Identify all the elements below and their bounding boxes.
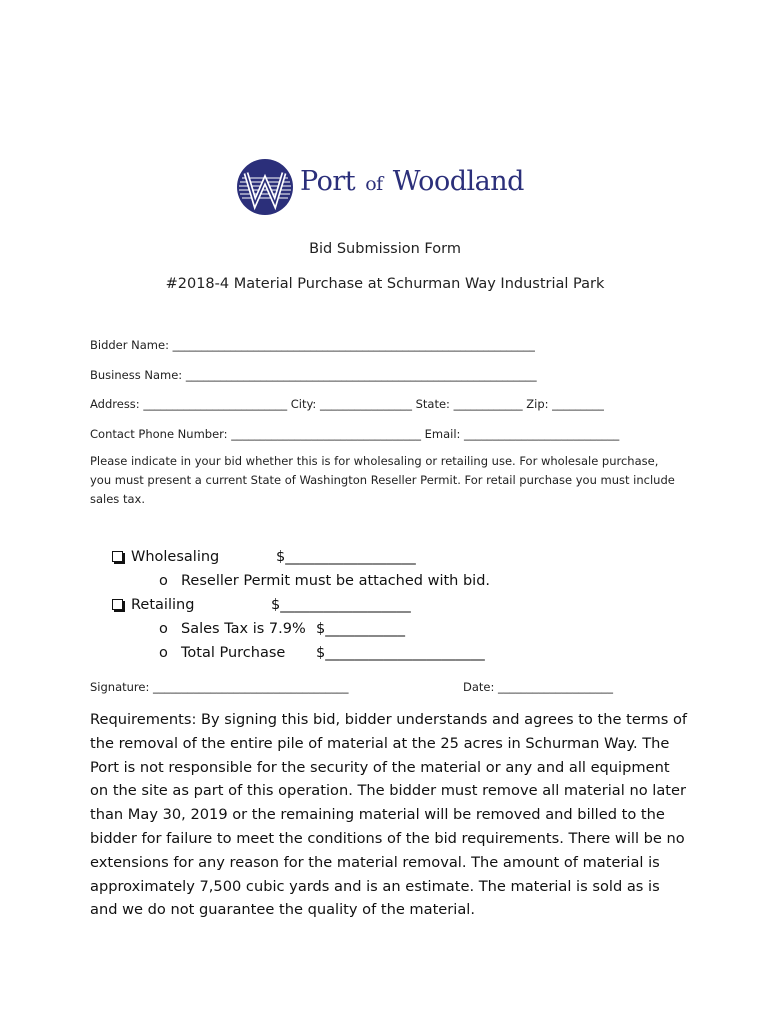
total-purchase-item [159,645,285,661]
signature-field[interactable]: Signature: __________________________________ [90,680,349,694]
bullet-icon: o [159,573,168,589]
retailing-checkbox[interactable] [112,599,123,610]
total-purchase-label: Total Purchase [181,645,286,661]
sales-tax-amount-field[interactable]: $___________ [316,621,405,637]
bullet-icon: o [159,621,168,637]
address-field[interactable]: Address: _________________________ City: ________________ State: ____________ Zip: _________ [90,397,604,411]
wholesaling-label: Wholesaling [131,549,220,565]
retailing-amount-field[interactable]: $__________________ [271,597,411,613]
bidder-name-field[interactable]: Bidder Name: _______________________________________________________________ [90,338,535,352]
requirements-paragraph: Requirements: By signing this bid, bidder understands and agrees to the terms of the removal of the entire pile of material at the 25 acres in Schurman Way. The Port is not responsible for the security of the material or any and all equipment on the site as part of this operation. The bidder must remove all material no later than May 30, 2019 or the remaining material will be removed and billed to the bidder for failure to meet the conditions of the bid requirements. There will be no extensions for any reason for the material removal. The amount of material is approximately 7,500 cubic yards and is an estimate. The material is sold as is and we do not guarantee the quality of the material. [90,711,688,919]
retailing-option[interactable] [112,597,194,613]
port-of-woodland-logo [236,158,546,218]
usage-notice: Please indicate in your bid whether this is for wholesaling or retailing use. For wholesale purchase, you must present a current State of Washington Reseller Permit. For retail purchase you must include sales tax. [90,454,675,506]
logo-text-port: Port [300,166,356,197]
retailing-label: Retailing [131,597,195,613]
bullet-icon: o [159,645,168,661]
wholesaling-amount-field[interactable]: $__________________ [276,549,416,565]
date-field[interactable]: Date: ____________________ [463,680,614,694]
logo-wordmark [300,166,524,197]
total-purchase-amount-field[interactable]: $______________________ [316,645,485,661]
logo-text-woodland: Woodland [392,166,524,197]
w-emblem-icon [236,158,294,216]
form-subtitle: #2018-4 Material Purchase at Schurman Way Industrial Park [165,276,605,292]
sales-tax-item [159,621,306,637]
wholesaling-checkbox[interactable] [112,551,123,562]
business-name-field[interactable]: Business Name: _____________________________________________________________ [90,368,537,382]
contact-phone-field[interactable]: Contact Phone Number: _________________________________ Email: ___________________________ [90,427,620,441]
reseller-permit-text: Reseller Permit must be attached with bid. [181,573,491,589]
sales-tax-label: Sales Tax is 7.9% [181,621,306,637]
wholesaling-option[interactable] [112,549,219,565]
reseller-permit-note [159,573,490,589]
logo-text-of: of [365,173,383,195]
form-title: Bid Submission Form [309,241,461,257]
